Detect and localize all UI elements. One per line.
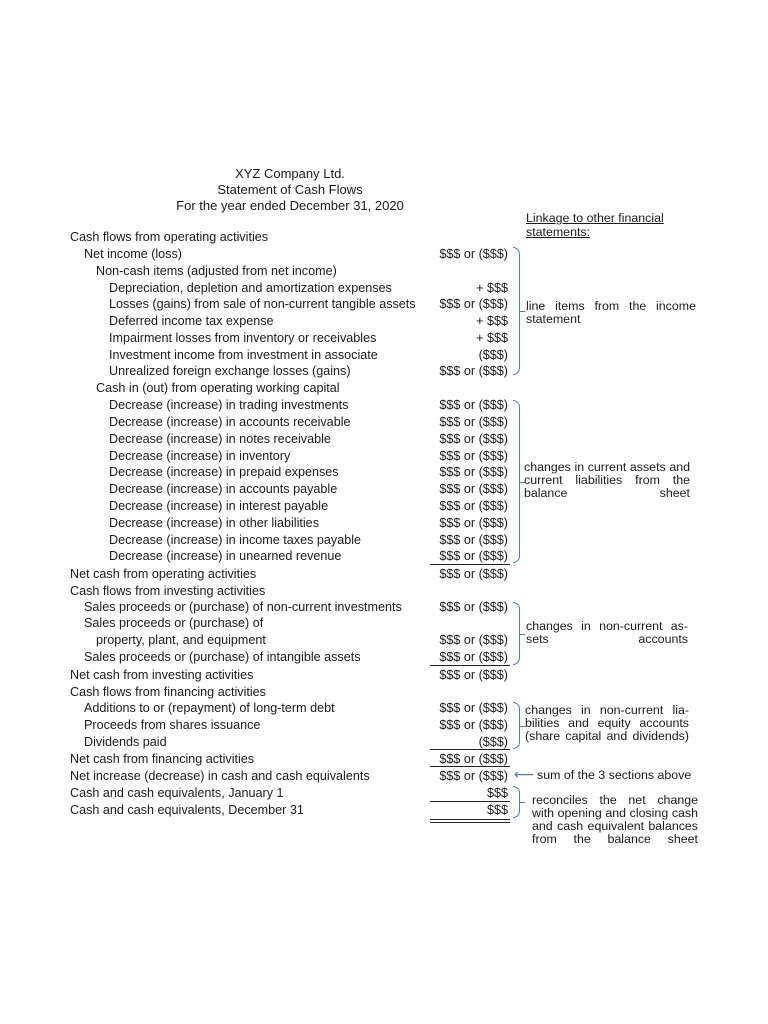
row-label: Deferred income tax expense [109, 314, 274, 328]
row-label: Non-cash items (adjusted from net income) [96, 264, 337, 278]
row-label: Decrease (increase) in accounts receivable [109, 415, 351, 429]
subtotal-rule [430, 766, 510, 767]
row-value: $$$ or ($$$) [439, 499, 508, 513]
note-income-statement: line items from the income statement [526, 299, 696, 326]
brace-noncurrent-assets [513, 602, 520, 665]
row-value: $$$ or ($$$) [439, 718, 508, 732]
row-label: Cash and cash equivalents, January 1 [70, 786, 284, 800]
double-rule-top [430, 819, 510, 820]
row-value: ($$$) [478, 348, 508, 362]
row-label: Cash flows from investing activities [70, 584, 266, 598]
row-value: $$$ or ($$$) [439, 415, 508, 429]
row-value: $$$ or ($$$) [439, 600, 508, 614]
row-label: Decrease (increase) in trading investments [109, 398, 349, 412]
row-label: Dividends paid [84, 735, 167, 749]
brace-reconciliation [513, 786, 520, 818]
row-value: $$$ or ($$$) [439, 398, 508, 412]
note-current-items: changes in current assets and current liabilities from the balance sheet [524, 460, 690, 500]
row-label: Net cash from investing activities [70, 668, 254, 682]
row-value: $$$ or ($$$) [439, 567, 508, 581]
statement-period: For the year ended December 31, 2020 [176, 198, 404, 213]
row-value: ($$$) [478, 735, 508, 749]
subtotal-rule [430, 749, 510, 750]
row-value: $$$ [486, 803, 508, 817]
row-label: Net cash from operating activities [70, 567, 257, 581]
row-value: $$$ or ($$$) [439, 297, 508, 311]
row-label: Decrease (increase) in other liabilities [109, 516, 319, 530]
row-value: $$$ or ($$$) [439, 247, 508, 261]
row-label: Sales proceeds or (purchase) of [84, 616, 264, 630]
row-value: $$$ or ($$$) [439, 633, 508, 647]
row-value: $$$ or ($$$) [439, 769, 508, 783]
row-value: + $$$ [476, 314, 508, 328]
row-label: Cash flows from financing activities [70, 685, 266, 699]
row-label: Net cash from financing activities [70, 752, 255, 766]
brace-income-statement [513, 247, 520, 375]
row-label: Losses (gains) from sale of non-current tangible assets [109, 297, 416, 311]
company-name: XYZ Company Ltd. [235, 166, 345, 181]
subtotal-rule [430, 564, 510, 565]
subtotal-rule [430, 665, 510, 666]
row-label: Decrease (increase) in inventory [109, 449, 291, 463]
row-value: $$$ or ($$$) [439, 752, 508, 766]
row-value: + $$$ [476, 331, 508, 345]
row-value: $$$ or ($$$) [439, 533, 508, 547]
row-value: $$$ or ($$$) [439, 432, 508, 446]
brace-noncurrent-liabilities [513, 702, 520, 749]
row-label: Net increase (decrease) in cash and cash equivalents [70, 769, 370, 783]
note-noncurrent-assets: changes in non-current as-sets accounts [526, 619, 688, 646]
row-value: $$$ or ($$$) [439, 364, 508, 378]
row-value: $$$ or ($$$) [439, 449, 508, 463]
row-value: $$$ or ($$$) [439, 668, 508, 682]
double-rule-bottom [430, 822, 510, 823]
row-label: Sales proceeds or (purchase) of non-current investments [84, 600, 402, 614]
row-label: Decrease (increase) in interest payable [109, 499, 329, 513]
row-label: Cash and cash equivalents, December 31 [70, 803, 304, 817]
row-label: Cash flows from operating activities [70, 230, 269, 244]
row-label: Cash in (out) from operating working capital [96, 381, 340, 395]
row-value: $$$ [486, 786, 508, 800]
row-value: $$$ or ($$$) [439, 516, 508, 530]
row-label: Unrealized foreign exchange losses (gains) [109, 364, 351, 378]
row-value: $$$ or ($$$) [439, 650, 508, 664]
row-label: Proceeds from shares issuance [84, 718, 261, 732]
note-sum: sum of the 3 sections above [537, 768, 692, 782]
row-label: Decrease (increase) in notes receivable [109, 432, 331, 446]
row-value: $$$ or ($$$) [439, 482, 508, 496]
row-value: + $$$ [476, 281, 508, 295]
statement-title: Statement of Cash Flows [217, 182, 363, 197]
row-label: Additions to or (repayment) of long-term debt [84, 701, 335, 715]
row-label: property, plant, and equipment [96, 633, 266, 647]
row-label: Net income (loss) [84, 247, 182, 261]
row-label: Depreciation, depletion and amortization expenses [109, 281, 392, 295]
row-label: Decrease (increase) in unearned revenue [109, 549, 342, 563]
left-arrow-icon: ⟵ [514, 766, 535, 782]
note-noncurrent-liabilities: changes in non-current lia-bilities and equity accounts (share capital and dividends) [525, 703, 689, 743]
brace-current-items [513, 400, 520, 563]
linkage-heading: Linkage to other financial statements: [526, 211, 664, 239]
row-label: Investment income from investment in associate [109, 348, 378, 362]
row-value: $$$ or ($$$) [439, 549, 508, 563]
row-label: Sales proceeds or (purchase) of intangible assets [84, 650, 361, 664]
row-label: Decrease (increase) in prepaid expenses [109, 465, 339, 479]
row-label: Decrease (increase) in accounts payable [109, 482, 338, 496]
row-label: Decrease (increase) in income taxes payable [109, 533, 361, 547]
row-value: $$$ or ($$$) [439, 701, 508, 715]
row-value: $$$ or ($$$) [439, 465, 508, 479]
note-reconciles: reconciles the net change with opening and closing cash and cash equivalent balances from the balance sheet [532, 793, 698, 846]
row-label: Impairment losses from inventory or receivables [109, 331, 377, 345]
